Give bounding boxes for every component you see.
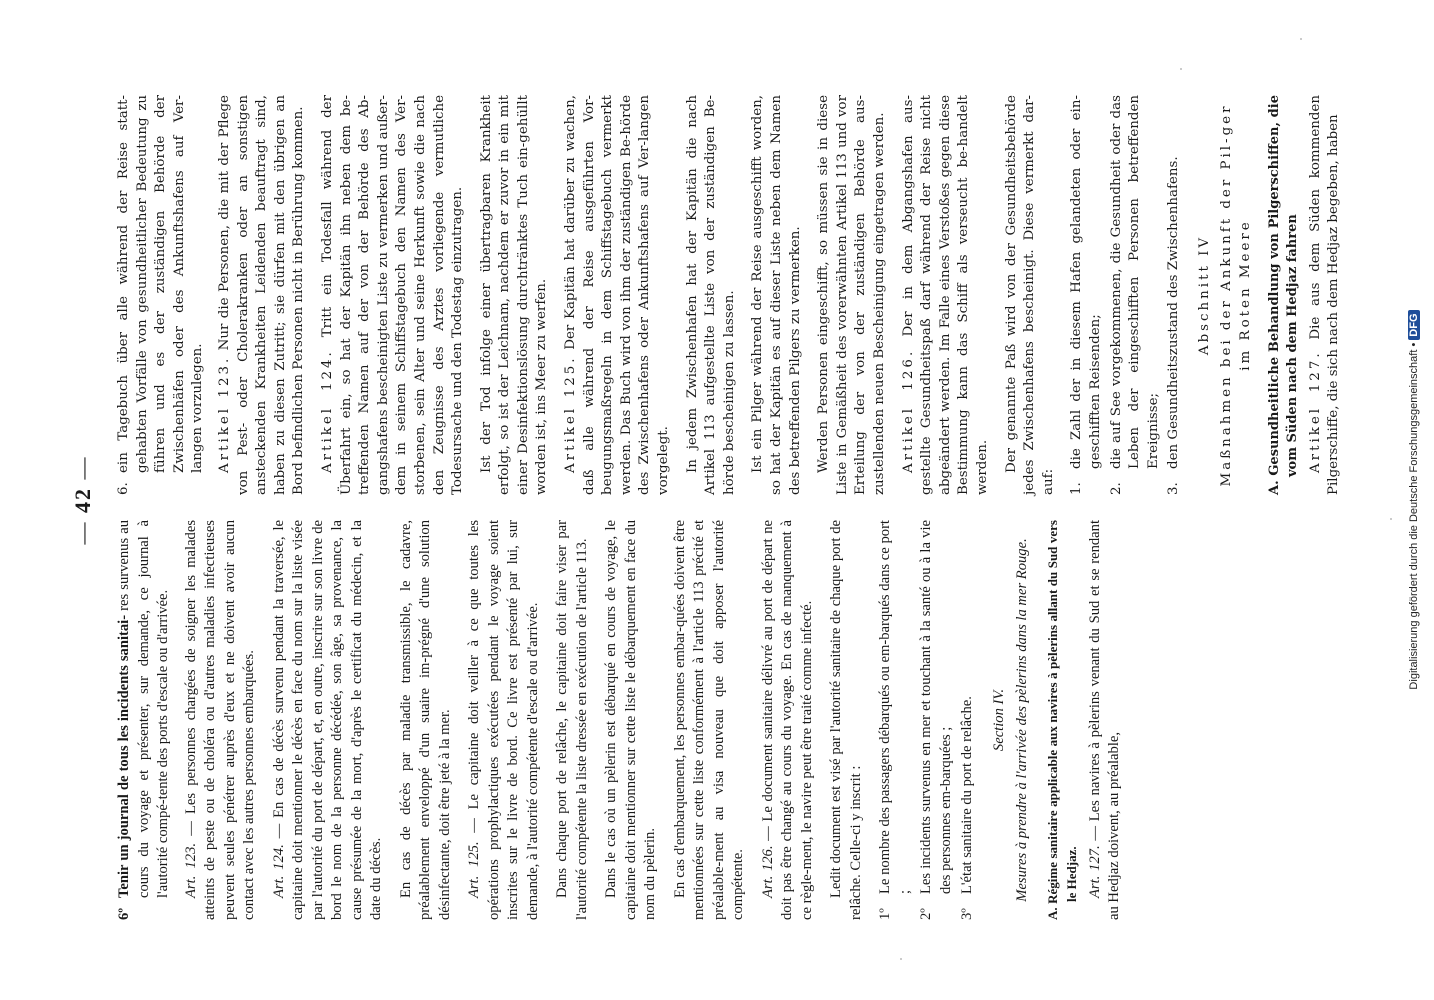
page-number-value: 42 bbox=[70, 487, 95, 513]
fr-article-123 bbox=[182, 520, 260, 920]
fr-section-title: Section IV. bbox=[990, 688, 1007, 752]
de-list-item bbox=[1068, 95, 1105, 495]
de-article-125-label: Artikel 125. bbox=[563, 355, 579, 473]
fr-item-6-text: res survenus au cours du voyage et présenter, sur demande, ce journal à l'autorité compé-tente des ports d'escale ou d'arrivée. bbox=[116, 520, 171, 898]
fr-article-126-label: Art. 126. bbox=[759, 845, 776, 898]
de-list-text: die auf See vorgekommenen, die Gesundheit oder das Leben der eingeschifften Personen betreffenden Ereignisse; bbox=[1108, 95, 1161, 469]
fr-paragraph-debarquement: Dans le cas où un pèlerin est débarqué en cours de voyage, le capitaine doit mentionner sur cette liste le débarquement en face du nom du pèlerin. bbox=[603, 520, 658, 920]
de-article-124-paragraph-2: Ist der Tod infolge einer übertragbaren Krankheit erfolgt, so ist der Leichnam, nachdem er zuvor in ein mit einer Desinfektionslösung durchtränktes Tuch ein-gehüllt worden ist, ins Meer zu werfen. bbox=[478, 95, 550, 495]
de-list-number: 2. bbox=[1108, 482, 1124, 495]
de-item-6-text: ein Tagebuch über alle während der Reise statt-gehabten Vorfälle von gesundheitlicher Bedeutung zu führen und es der zuständigen Behörde der Zwischenhäfen oder des Ankunftshafens auf Ver-langen vorzulegen. bbox=[116, 95, 206, 473]
de-article-124 bbox=[319, 95, 468, 495]
de-list-number: 3. bbox=[1166, 482, 1182, 495]
page-number: — 42 — bbox=[70, 455, 95, 545]
de-list-text: die Zahl der in diesem Hafen gelandeten oder ein-geschifften Reisenden; bbox=[1069, 95, 1103, 469]
fr-article-127-label: Art. 127. bbox=[1086, 845, 1103, 898]
fr-article-124-paragraph-2: En cas de décès par maladie transmissible, le cadavre, préalablement enveloppé d'un suaire im-prégné d'une solution désinfectante, doit être jeté à la mer. bbox=[397, 520, 453, 920]
de-article-123-label: Artikel 123. bbox=[216, 355, 232, 473]
de-article-124-text: Tritt ein Todesfall während der Überfahrt ein, so hat der Kapitän ihn neben dem be-treffenden Namen auf der von der Behörde des Ab-gangshafens bescheinigten Liste zu vermerken und außer-dem in seinem Schiffstagebuch den Namen des Ver-storbenen, sein Alter und seine Herkunft sowie die nach den Zeugnisse des Arztes vorliegende vermutliche Todesursache und den Todestag einzutragen. bbox=[319, 95, 466, 495]
fr-list bbox=[876, 520, 978, 920]
fr-list-text: L'état sanitaire du port de relâche. bbox=[959, 696, 975, 894]
de-article-123 bbox=[216, 95, 309, 495]
de-list-item bbox=[1165, 95, 1184, 495]
fr-list-item bbox=[876, 520, 915, 920]
de-article-127 bbox=[1307, 95, 1344, 495]
dfg-logo: DFG bbox=[1408, 310, 1420, 339]
fr-paragraph-vise: Ledit document est visé par l'autorité sanitaire de chaque port de relâche. Celle-ci y inscrit : bbox=[828, 520, 864, 920]
fr-article-123-text: — Les personnes chargées de soigner les malades atteints de peste ou de choléra ou d'autres maladies infectieuses peuvent seules pénétrer auprès d'eux et ne doivent avoir aucun contact avec les autres personnes embarquées. bbox=[182, 519, 257, 920]
fr-list-item bbox=[958, 520, 978, 920]
scan-speck bbox=[900, 958, 902, 960]
fr-article-124-label: Art. 124. bbox=[270, 844, 287, 898]
fr-list-number: 3º bbox=[959, 908, 975, 920]
de-section-title: Abschnitt IV bbox=[1196, 234, 1212, 356]
fr-article-125-label: Art. 125. bbox=[466, 841, 482, 898]
fr-article-127-text: — Les navires à pèlerins venant du Sud et se rendant au Hedjaz doivent, au préalable, bbox=[1086, 519, 1122, 920]
fr-article-124-text: — En cas de décès survenu pendant la traversée, le capitaine doit mentionner le décès en face du nom sur la liste visée par l'autorité du port de départ, et, en outre, inscrire sur son livre de bord le nom de la personne décédée, son âge, sa provenance, la cause présumée de la mort, d'après le certificat du médecin, et la date du décès. bbox=[270, 519, 384, 920]
scan-speck bbox=[1390, 518, 1392, 520]
de-article-125-text: Der Kapitän hat darüber zu wachen, daß alle während der Reise ausgeführten Vor-beugungsmaßregeln in dem Schiffstagebuch vermerkt werden. Das Buch wird von ihm der zuständigen Be-hörde des Zwischenhafens oder Ankunftshafens auf Ver-langen vorgelegt. bbox=[563, 95, 672, 495]
de-article-126-label: Artikel 126. bbox=[900, 348, 916, 473]
german-column bbox=[115, 95, 1354, 495]
de-paragraph-pass: Der genannte Paß wird von der Gesundheitsbehörde jedes Zwischenhafens bescheinigt. Diese vermerkt dar-auf: bbox=[1003, 95, 1056, 495]
fr-list-text: Le nombre des passagers débarqués ou em-barqués dans ce port ; bbox=[877, 520, 913, 894]
fr-article-126 bbox=[759, 520, 818, 920]
de-list-text: den Gesundheitszustand des Zwischenhafens. bbox=[1166, 156, 1182, 469]
digitization-footer-text: Digitalisierung gefördert durch die Deutsche Forschungsgemeinschaft • bbox=[1408, 342, 1420, 690]
de-item-6 bbox=[115, 95, 208, 495]
fr-article-126-text: — Le document sanitaire délivré au port de départ ne doit pas être changé au cours du voyage. En cas de manquement à ce règle-ment, le navire peut être traité comme infecté. bbox=[759, 520, 815, 920]
french-column bbox=[115, 520, 1135, 920]
de-list-number: 1. bbox=[1069, 482, 1085, 495]
de-section-subtitle: Maßnahmen bei der Ankunft der Pil-ger im Roten Meere bbox=[1219, 103, 1254, 487]
de-paragraph-ausgeschifft: Ist ein Pilger während der Reise ausgeschifft worden, so hat der Kapitän es auf dieser Liste neben dem Namen des betreffenden Pilgers zu vermerken. bbox=[750, 95, 803, 495]
digitization-footer bbox=[1408, 0, 1420, 1000]
fr-list-number: 1º bbox=[877, 908, 893, 920]
fr-regime-heading: A. Régime sanitaire applicable aux navires à pèlerins allant du Sud vers le Hedjaz. bbox=[1044, 520, 1079, 920]
de-list bbox=[1068, 95, 1184, 495]
fr-list-number: 2º bbox=[918, 908, 934, 920]
de-article-125 bbox=[562, 95, 674, 495]
fr-article-123-label: Art. 123. bbox=[182, 842, 199, 898]
de-article-124-label: Artikel 124. bbox=[319, 349, 335, 473]
fr-item-6-lead: Tenir un journal de tous les incidents sanitai- bbox=[116, 614, 132, 898]
scan-speck bbox=[1180, 68, 1182, 70]
de-regime-heading: A. Gesundheitliche Behandlung von Pilgerschiffen, die vom Süden nach dem Hedjaz fahren bbox=[1266, 95, 1301, 495]
fr-article-125 bbox=[465, 520, 543, 920]
de-article-127-text: Die aus dem Süden kommenden Pilgerschiffe, die sich nach dem Hedjaz begeben, haben bbox=[1307, 95, 1342, 495]
fr-article-124 bbox=[270, 520, 387, 920]
fr-item-6 bbox=[115, 520, 174, 920]
fr-paragraph-embarquement: En cas d'embarquement, les personnes embar-quées doivent être mentionnées sur cette liste conformément à l'article 113 précité et préalable-ment au visa nouveau que doit apposer l'autorité compétente. bbox=[671, 520, 746, 920]
de-list-item bbox=[1108, 95, 1164, 495]
fr-paragraph-relache: Dans chaque port de relâche, le capitaine doit faire viser par l'autorité compétente la liste dressée en exécution de l'article 113. bbox=[554, 520, 590, 920]
scan-speck bbox=[1300, 38, 1302, 40]
de-article-126-text: Der in dem Abgangshafen aus-gestellte Gesundheitspaß darf während der Reise nicht abgeändert werden. Im Falle eines Verstoßes gegen diese Bestimmung kann das Schiff als verseucht be-handelt werden. bbox=[900, 95, 990, 495]
fr-section-subtitle: Mesures à prendre à l'arrivée des pèlerins dans la mer Rouge. bbox=[1014, 538, 1030, 902]
de-item-6-number: 6. bbox=[116, 482, 131, 495]
fr-article-125-text: — Le capitaine doit veiller à ce que toutes les opérations prophylactiques exécutées pendant le voyage soient inscrites sur le livre de bord. Ce livre est présenté par lui, sur demande, à l'autorité compétente d'escale ou d'arrivée. bbox=[466, 519, 541, 920]
fr-list-item bbox=[917, 520, 956, 920]
fr-list-text: Les incidents survenus en mer et touchant à la santé ou à la vie des personnes em-barquées ; bbox=[918, 520, 954, 894]
de-paragraph-zwischenhafen: In jedem Zwischenhafen hat der Kapitän die nach Artikel 113 aufgestellte Liste von der zuständigen Be-hörde bescheinigen zu lassen. bbox=[684, 95, 737, 495]
de-article-126 bbox=[900, 95, 993, 495]
de-article-123-text: Nur die Personen, die mit der Pflege von Pest- oder Cholerakranken oder an sonstigen ansteckenden Krankheiten Leidenden beauftragt sind, haben zu diesen Zutritt; sie dürfen mit den übrigen an Bord befindlichen Personen nicht in Berührung kommen. bbox=[216, 95, 307, 495]
de-article-127-label: Artikel 127. bbox=[1307, 350, 1323, 473]
fr-article-127 bbox=[1086, 520, 1125, 920]
de-paragraph-eingeschifft: Werden Personen eingeschifft, so müssen sie in diese Liste in Gemäßheit des vorerwähnten Artikel 113 und vor Erteilung der von der zuständigen Behörde aus-zustellenden neuen Bescheinigung eingetragen werden. bbox=[816, 95, 887, 495]
fr-item-6-number: 6º bbox=[116, 907, 132, 920]
